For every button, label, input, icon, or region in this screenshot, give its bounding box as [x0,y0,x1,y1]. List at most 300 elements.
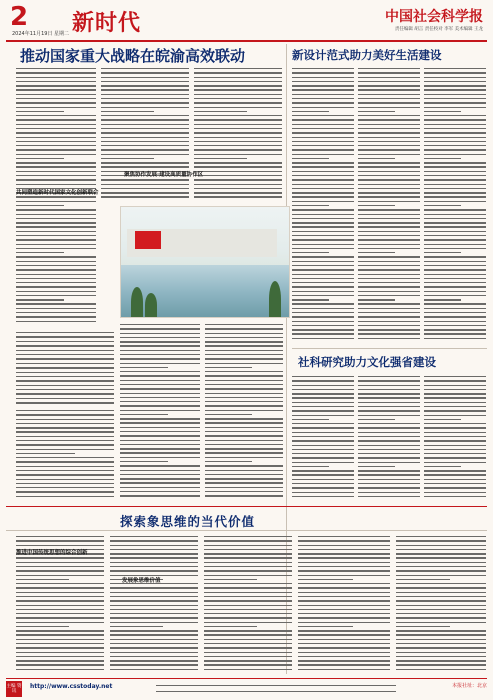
text-line [358,457,420,458]
text-line [358,226,420,227]
text-line [16,149,96,150]
bottom-col-5 [396,536,486,674]
text-line [205,482,283,483]
text-line [292,179,354,180]
text-line [101,149,189,150]
text-line [396,579,450,580]
text-line [205,435,283,436]
date-line: 2024年11月19日 星期二 [12,31,70,37]
text-line [396,592,486,593]
text-line [424,72,486,73]
text-line [358,102,420,103]
text-line [292,149,354,150]
text-line [292,380,354,381]
text-line [298,592,390,593]
text-line [424,338,486,339]
text-line [194,98,282,99]
text-line [298,630,390,631]
text-line [194,179,282,180]
text-line [396,626,450,627]
text-line [16,566,104,567]
subhead-1: 共同塑造新时代国家文化创新联合 [16,190,99,196]
text-line [292,124,354,125]
footer-url[interactable]: http://www.csstoday.net [30,683,113,690]
text-line [110,626,163,627]
text-line [298,622,390,623]
text-line [16,332,114,333]
text-line [292,102,354,103]
text-line [396,669,486,670]
text-line [194,107,282,108]
text-line [101,158,154,159]
text-line [292,98,354,99]
text-line [204,664,292,665]
main-article-col-5 [205,324,283,502]
text-line [424,179,486,180]
text-line [396,570,486,571]
text-line [358,385,420,386]
text-line [194,124,282,125]
text-line [120,491,200,492]
text-line [292,192,354,193]
text-line [358,291,420,292]
text-line [16,201,96,202]
text-line [101,154,189,155]
text-line [194,137,282,138]
text-line [424,149,486,150]
text-line [292,419,329,420]
text-line [204,660,292,661]
text-line [298,647,390,648]
text-line [358,209,420,210]
text-line [16,592,104,593]
text-line [16,345,114,346]
text-line [194,115,282,116]
text-line [204,647,292,648]
text-line [16,94,96,95]
text-line [16,402,114,403]
text-line [358,410,420,411]
text-line [16,410,114,411]
subhead-3: 推进中国传统思想的综合创新 [16,550,88,556]
main-article-col-3 [194,68,282,202]
text-line [424,380,486,381]
text-line [204,566,292,567]
text-line [16,393,114,394]
text-line [204,622,292,623]
text-line [204,652,292,653]
text-line [424,265,486,266]
text-line [16,575,104,576]
text-line [205,354,283,355]
text-line [358,214,420,215]
text-line [298,540,390,541]
bottom-headline: 探索象思维的当代价值 [120,514,256,529]
text-line [424,492,486,493]
text-line [424,333,486,334]
text-line [396,647,486,648]
text-line [358,192,420,193]
footer-address: 本报社址：北京 [451,683,487,689]
text-line [120,495,200,496]
text-line [298,570,390,571]
text-line [358,149,420,150]
text-line [194,72,282,73]
text-line [120,375,200,376]
text-line [194,188,282,189]
text-line [16,613,104,614]
text-line [424,218,486,219]
text-line [424,321,486,322]
text-line [292,214,354,215]
text-line [424,406,486,407]
text-line [16,367,114,368]
text-line [204,669,292,670]
text-line [424,487,486,488]
text-line [424,85,486,86]
text-line [424,278,486,279]
text-line [396,656,486,657]
text-line [110,609,198,610]
text-line [16,669,104,670]
text-line [292,492,354,493]
text-line [358,248,420,249]
text-line [396,609,486,610]
text-line [298,566,390,567]
text-line [298,656,390,657]
text-line [358,423,420,424]
text-line [298,664,390,665]
text-line [424,385,486,386]
text-line [194,77,282,78]
text-line [424,235,486,236]
text-line [292,85,354,86]
text-line [298,669,390,670]
text-line [16,205,64,206]
right-top-headline: 新设计范式助力美好生活建设 [292,48,442,62]
text-line [396,652,486,653]
text-line [358,137,420,138]
text-line [194,141,282,142]
text-line [292,291,354,292]
text-line [396,630,486,631]
text-line [120,427,200,428]
text-line [424,402,486,403]
text-line [396,605,486,606]
text-line [298,639,390,640]
text-line [205,418,283,419]
text-line [424,312,486,313]
text-line [194,102,282,103]
text-line [120,341,200,342]
text-line [358,329,420,330]
text-line [424,192,486,193]
section-divider [292,348,487,349]
text-line [424,474,486,475]
text-line [424,132,486,133]
text-line [358,265,420,266]
text-line [292,256,354,257]
text-line [424,445,486,446]
text-line [424,274,486,275]
text-line [194,89,282,90]
text-line [424,419,461,420]
text-line [292,316,354,317]
text-line [16,605,104,606]
text-line [292,483,354,484]
text-line [292,376,354,377]
text-line [16,235,96,236]
text-line [292,171,354,172]
text-line [204,643,292,644]
text-line [358,436,420,437]
text-line [16,600,104,601]
text-line [424,98,486,99]
text-line [101,68,189,69]
text-line [120,465,200,466]
text-line [424,94,486,95]
text-line [358,402,420,403]
text-line [292,427,354,428]
text-line [120,444,200,445]
text-line [16,419,114,420]
text-line [358,256,420,257]
text-line [120,470,200,471]
text-line [110,669,198,670]
text-line [424,102,486,103]
text-line [424,137,486,138]
bottom-divider [6,506,487,507]
text-line [16,354,114,355]
text-line [358,406,420,407]
text-line [358,218,420,219]
text-line [16,656,104,657]
bottom-sub-divider [6,530,487,531]
text-line [110,660,198,661]
text-line [358,295,420,296]
text-line [424,432,486,433]
text-line [424,128,486,129]
text-line [292,162,354,163]
text-line [110,587,198,588]
text-line [194,184,282,185]
text-line [358,89,420,90]
text-line [101,132,189,133]
text-line [16,158,64,159]
text-line [298,634,390,635]
text-line [292,269,354,270]
text-line [396,587,486,588]
text-line [298,549,390,550]
text-line [110,617,198,618]
page-number: 2 [10,2,29,32]
text-line [16,115,96,116]
text-line [120,410,200,411]
main-article-col-2 [101,68,189,202]
text-line [120,354,200,355]
text-line [205,345,283,346]
text-line [424,89,486,90]
text-line [110,634,198,635]
text-line [120,350,200,351]
text-line [204,575,292,576]
text-line [16,72,96,73]
text-line [110,656,198,657]
text-line [16,137,96,138]
text-line [424,316,486,317]
text-line [358,111,395,112]
text-line [110,562,198,563]
text-line [424,162,486,163]
text-line [424,171,486,172]
text-line [120,401,200,402]
text-line [101,115,189,116]
text-line [292,145,354,146]
text-line [292,209,354,210]
text-line [110,664,198,665]
text-line [424,154,486,155]
text-line [120,461,168,462]
text-line [16,107,96,108]
text-line [16,376,114,377]
text-line [358,107,420,108]
text-line [16,491,114,492]
text-line [110,647,198,648]
text-line [16,461,114,462]
text-line [358,487,420,488]
text-line [292,89,354,90]
text-line [16,444,114,445]
text-line [292,222,354,223]
text-line [424,201,486,202]
text-line [292,154,354,155]
text-line [424,329,486,330]
text-line [292,265,354,266]
text-line [16,363,114,364]
text-line [424,389,486,390]
text-line [292,218,354,219]
text-line [204,613,292,614]
text-line [16,622,104,623]
text-line [16,209,96,210]
text-line [358,474,420,475]
text-line [16,398,114,399]
text-line [16,652,104,653]
text-line [204,536,292,537]
text-line [358,299,395,300]
text-line [16,570,104,571]
text-line [16,179,96,180]
text-line [16,162,96,163]
text-line [424,166,486,167]
text-line [292,81,354,82]
edit-info: 责任编辑 胡言 责任校对 李军 美术编辑 王龙 [394,27,483,32]
text-line [16,617,104,618]
text-line [205,397,283,398]
text-line [292,393,354,394]
text-line [292,415,354,416]
text-line [424,248,486,249]
text-line [16,336,114,337]
text-line [292,141,354,142]
text-line [16,487,114,488]
text-line [110,652,198,653]
text-line [16,583,104,584]
text-line [424,244,486,245]
text-line [292,338,354,339]
text-line [194,196,282,197]
text-line [110,549,198,550]
text-line [205,363,283,364]
text-line [120,457,200,458]
main-article-col-6 [16,410,114,502]
text-line [120,414,168,415]
text-line [358,239,420,240]
text-line [120,431,200,432]
text-line [424,158,461,159]
text-line [424,303,486,304]
text-line [16,291,96,292]
text-line [358,376,420,377]
text-line [205,371,283,372]
text-line [424,68,486,69]
text-line [16,265,96,266]
text-line [120,328,200,329]
text-line [16,308,96,309]
text-line [396,622,486,623]
text-line [292,453,354,454]
text-line [358,338,420,339]
text-line [204,656,292,657]
text-line [358,427,420,428]
text-line [424,256,486,257]
text-line [358,483,420,484]
text-line [424,291,486,292]
text-line [292,325,354,326]
text-line [110,570,198,571]
text-line [110,613,198,614]
text-line [424,299,461,300]
text-line [110,540,198,541]
text-line [205,427,283,428]
text-line [396,660,486,661]
main-article-col-1 [16,68,96,330]
text-line [16,457,114,458]
text-line [358,222,420,223]
photo-caption [16,332,114,406]
text-line [358,470,420,471]
text-line [424,214,486,215]
text-line [120,452,200,453]
text-line [358,389,420,390]
text-line [358,128,420,129]
text-line [120,487,200,488]
text-line [358,201,420,202]
text-line [358,124,420,125]
text-line [292,295,354,296]
text-line [16,111,64,112]
text-line [292,107,354,108]
text-line [120,358,200,359]
text-line [292,406,354,407]
text-line [292,248,354,249]
text-line [101,145,189,146]
text-line [16,579,69,580]
text-line [298,613,390,614]
text-line [358,98,420,99]
text-line [358,115,420,116]
text-line [16,231,96,232]
